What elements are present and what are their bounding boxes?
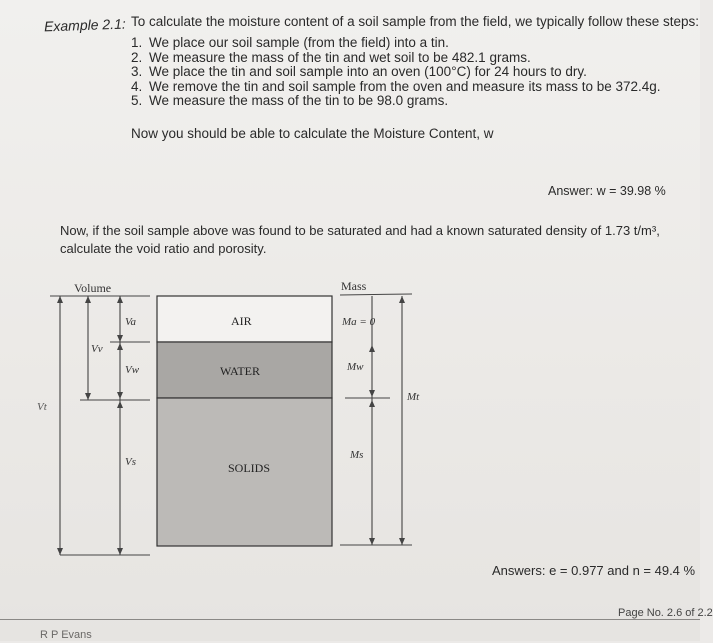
moisture-prompt: Now you should be able to calculate the Moisture Content, w <box>131 126 494 141</box>
example-tag: Example 2.1: <box>43 15 126 35</box>
part2-line2: calculate the void ratio and porosity. <box>60 241 267 256</box>
mass-label: Mass <box>341 279 367 293</box>
vw-symbol: Vw <box>125 364 140 376</box>
ms-symbol: Ms <box>350 449 364 461</box>
footer-rule <box>0 619 700 620</box>
mt-symbol: Mt <box>407 391 420 403</box>
water-label: WATER <box>220 364 260 378</box>
va-symbol: Va <box>125 316 136 328</box>
part2-line1: Now, if the soil sample above was found to be saturated and had a known saturated density of 1.73 t/m³, <box>60 223 660 238</box>
list-item: 5. We measure the mass of the tin to be 98.0 grams. <box>131 93 449 109</box>
volume-label: Volume <box>74 281 112 295</box>
page-number: Page No. 2.6 of 2.2 <box>618 607 713 619</box>
ma-symbol: Ma = 0 <box>342 316 376 328</box>
air-label: AIR <box>231 314 252 328</box>
list-item: 4. We remove the tin and soil sample from the oven and measure its mass to be 372.4g. <box>131 78 661 94</box>
list-item: 3. We place the tin and soil sample into an oven (100°C) for 24 hours to dry. <box>131 64 587 80</box>
answers-e-n: Answers: e = 0.977 and n = 49.4 % <box>492 563 696 578</box>
mw-symbol: Mw <box>347 361 364 373</box>
vs-symbol: Vs <box>125 456 136 468</box>
answer-w: Answer: w = 39.98 % <box>548 184 666 198</box>
list-item: 2. We measure the mass of the tin and wet soil to be 482.1 grams. <box>131 49 531 65</box>
solids-label: SOLIDS <box>228 461 271 475</box>
list-item: 1. We place our soil sample (from the field) into a tin. <box>131 35 449 50</box>
vv-symbol: Vv <box>91 343 103 355</box>
vt-symbol: Vt <box>37 401 47 413</box>
example-intro: To calculate the moisture content of a soil sample from the field, we typically follow these steps: <box>131 14 700 29</box>
author-name: R P Evans <box>40 629 92 641</box>
